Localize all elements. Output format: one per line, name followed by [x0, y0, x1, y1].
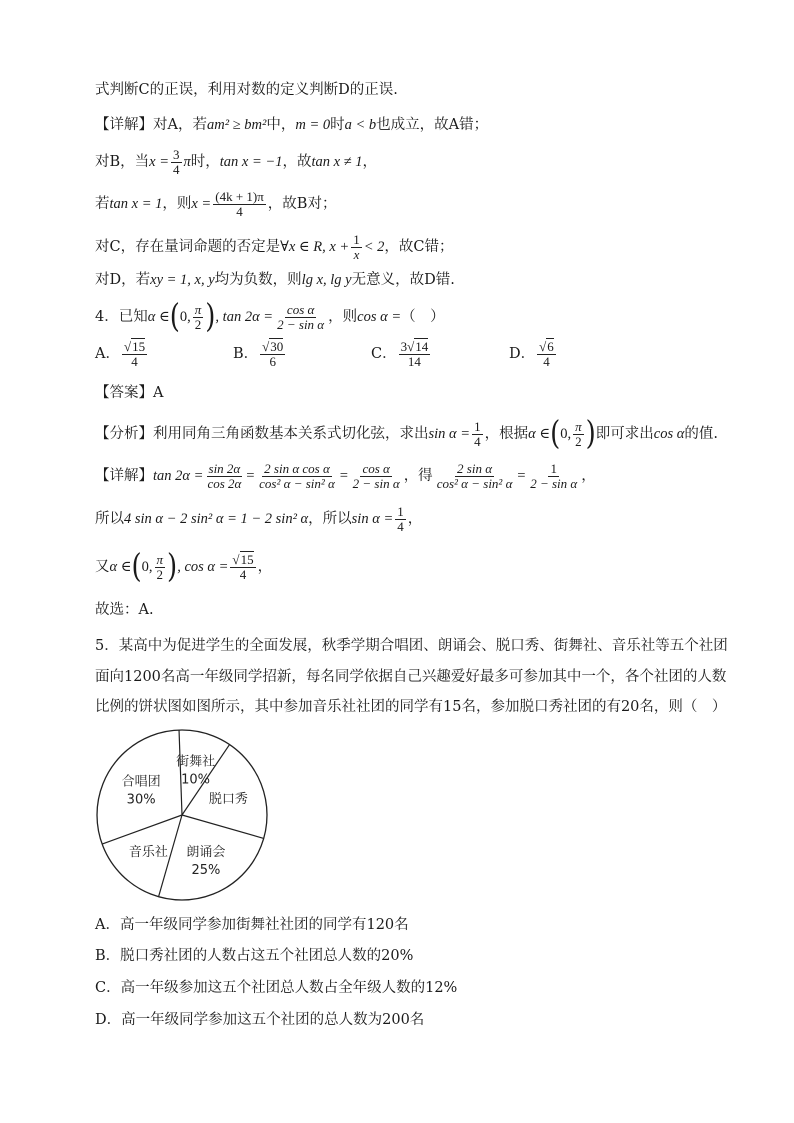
- math-cos: cos α =: [357, 309, 402, 326]
- text-l5b: ，故C错；: [384, 239, 454, 256]
- q5-p3: 比例的饼状图如图所示，其中参加音乐社社团的同学有15名，参加脱口秀社团的有20名，则（ ）: [95, 699, 727, 715]
- frac-den: cos² α − sin² α: [259, 475, 335, 491]
- text-line-2: [95, 115, 488, 135]
- fraction: [205, 462, 243, 490]
- q5-stem-1: [95, 636, 728, 656]
- math-d2: 4 sin α − 2 sin² α = 1 − 2 sin² α: [124, 511, 309, 528]
- frac-den: x: [353, 246, 360, 262]
- q4-stem-c: （ ）: [401, 309, 445, 326]
- pie-slice-label: 音乐社: [128, 845, 168, 861]
- frac-num: (4k + 1)π: [215, 189, 264, 204]
- math-cos: cos α: [653, 426, 685, 443]
- frac-num: 1: [397, 504, 404, 519]
- detail-2a: 所以: [95, 511, 124, 528]
- frac-num: π: [194, 302, 202, 317]
- option-text: A．高一年级同学参加街舞社社团的同学有120名: [95, 917, 409, 933]
- frac-den: 4: [474, 433, 481, 449]
- frac-num: 1: [353, 232, 360, 247]
- text-l4b: ，则: [162, 196, 192, 213]
- frac-num: 2 sin α cos α: [264, 461, 330, 476]
- radicand: 15: [132, 339, 146, 354]
- left-paren: (: [550, 415, 561, 453]
- fraction-cos: [275, 303, 326, 331]
- pie-slice-boundary: [182, 815, 264, 838]
- pie-slice-label: 街舞社: [176, 754, 216, 770]
- math-l3x: x =: [149, 154, 170, 171]
- frac-num: sin 2α: [208, 461, 241, 476]
- pie-slice-label: 脱口秀: [208, 792, 248, 808]
- radicand: 15: [240, 552, 254, 567]
- detail-3b: ，: [257, 559, 273, 576]
- frac-den: 2: [194, 316, 202, 332]
- text-l6b: 均为负数，则: [214, 272, 302, 288]
- sqrt-sign: √: [539, 339, 547, 354]
- frac-den: 2 − sin α: [530, 475, 578, 491]
- detail-end: ，: [581, 468, 596, 485]
- fraction-1-x: [351, 233, 362, 261]
- math-tan: tan 2α =: [153, 468, 204, 485]
- math-sin: sin α =: [428, 426, 471, 443]
- math-l2c: a < b: [344, 117, 377, 133]
- option-fraction: [399, 340, 431, 368]
- q5-stem-2: [95, 667, 726, 687]
- answer-tag: 【答案】: [95, 385, 153, 401]
- text-l3b: 时，: [190, 154, 220, 171]
- q4-detail-3: [95, 548, 273, 586]
- interval-start: 0,: [141, 559, 153, 576]
- right-paren: ): [205, 298, 216, 336]
- math-l6: xy = 1, x, y: [150, 272, 215, 288]
- fraction: [351, 462, 402, 490]
- fraction-4k1: [213, 190, 266, 218]
- frac-den: 4: [173, 161, 180, 177]
- frac-den: 4: [397, 518, 404, 534]
- fraction-1-4: [395, 505, 406, 533]
- math-l3tan: tan x = −1: [219, 154, 283, 171]
- frac-num: π: [575, 419, 582, 434]
- math-l2b: m = 0: [295, 117, 331, 133]
- text-l1: 式判断C的正误，利用对数的定义判断D的正误.: [95, 82, 398, 98]
- text-l4a: 若: [95, 196, 110, 213]
- frac-den: 14: [407, 353, 421, 369]
- q5-option-d: [95, 1010, 424, 1030]
- pie-slice-boundary: [102, 815, 182, 844]
- detail-2c: ，: [407, 511, 423, 528]
- frac-num: 2 sin α: [457, 461, 493, 476]
- text-line-1: [95, 80, 398, 100]
- frac-den: 4: [236, 203, 243, 219]
- frac-den: 2: [156, 566, 164, 582]
- option-label: C．: [371, 346, 397, 363]
- q4-detail-2: [95, 505, 422, 533]
- q4-option-a: [95, 340, 149, 368]
- math-tan2a: , tan 2α =: [215, 309, 274, 326]
- math-l5: ∀x ∈ R, x +: [280, 239, 350, 256]
- frac-den: cos 2α: [207, 475, 242, 491]
- text-line-6: [95, 270, 455, 290]
- fraction-pi-2: [155, 553, 166, 581]
- q5-p2: 面向1200名高一年级同学招新，每名同学依据自己兴趣爱好最多可参加其中一个，各个社团的人数: [95, 669, 727, 685]
- text-l4c: ，故B对；: [267, 196, 337, 213]
- frac-den: 2: [575, 433, 582, 449]
- text-l2a: 对A，若: [153, 117, 207, 133]
- math-alpha-in: α ∈: [528, 426, 551, 443]
- analysis-tag: 【分析】: [95, 426, 153, 443]
- sqrt-sign: √: [262, 339, 270, 354]
- text-l2b: 中，: [266, 117, 296, 133]
- pie-chart: [95, 725, 285, 905]
- fraction: [257, 462, 337, 490]
- frac-den: 4: [239, 566, 247, 582]
- analysis-b: ，根据: [484, 426, 529, 443]
- q5-option-b: [95, 946, 413, 966]
- q5-stem-3: [95, 697, 726, 717]
- math-l2: am² ≥ bm²: [206, 117, 267, 133]
- math-l4x: x =: [191, 196, 212, 213]
- fraction: [528, 462, 579, 490]
- radicand: 30: [270, 339, 284, 354]
- frac-num: 3: [173, 147, 180, 162]
- q4-stem-b: ，则: [328, 309, 358, 326]
- fraction-1-4: [472, 420, 483, 448]
- q4-detail-1: [95, 462, 596, 490]
- frac-den: 4: [131, 353, 138, 369]
- text-l3c: ，故: [282, 154, 312, 171]
- frac-num: π: [156, 552, 164, 567]
- pie-slice-percent: 25%: [191, 863, 221, 879]
- text-line-5: [95, 233, 454, 261]
- text-l3d: ，: [362, 154, 378, 171]
- equals-sign: =: [516, 468, 527, 485]
- frac-den: 6: [269, 353, 276, 369]
- radicand: 6: [547, 339, 554, 354]
- q5-option-a: [95, 915, 409, 935]
- option-fraction: [122, 340, 147, 368]
- fraction-pi-2: [573, 420, 584, 448]
- pie-slice-percent: 10%: [181, 772, 211, 788]
- detail-3a: 又: [95, 559, 110, 576]
- sqrt-sign: √: [407, 339, 415, 354]
- interval-start: 0,: [560, 426, 572, 443]
- text-l6c: 无意义，故D错.: [351, 272, 455, 288]
- detail-tag: 【详解】: [95, 468, 153, 485]
- q5-p1: 5．某高中为促进学生的全面发展，秋季学期合唱团、朗诵会、脱口秀、街舞社、音乐社等五个社团: [95, 638, 728, 654]
- coefficient: 3: [400, 339, 408, 354]
- q4-option-d: [509, 340, 558, 368]
- math-pi: π: [183, 154, 191, 171]
- frac-num: cos α: [362, 461, 390, 476]
- text-line-4: [95, 190, 336, 218]
- fraction-3-4: [171, 148, 182, 176]
- analysis-c: 即可求出: [595, 426, 654, 443]
- frac-den: cos² α − sin² α: [436, 475, 513, 491]
- text-l2d: 也成立，故A错；: [376, 117, 489, 133]
- math-l3tan2: tan x ≠ 1: [311, 154, 363, 171]
- option-text: B．脱口秀社团的人数占这五个社团总人数的20%: [95, 948, 414, 964]
- math-alpha-in: α ∈: [109, 559, 132, 576]
- interval-start: 0,: [179, 309, 191, 326]
- choose-text: 故选：A.: [95, 602, 154, 618]
- q4-choose: [95, 600, 154, 620]
- sqrt-sign: √: [123, 339, 132, 354]
- math-l5b: < 2: [363, 239, 385, 256]
- left-paren: (: [131, 548, 142, 586]
- q4-stem: [95, 298, 445, 336]
- option-text: D．高一年级同学参加这五个社团的总人数为200名: [95, 1012, 425, 1028]
- option-label: B．: [233, 346, 259, 363]
- text-l6a: 对D，若: [95, 272, 151, 288]
- equals-sign: =: [338, 468, 349, 485]
- fraction-sqrt15: [230, 553, 255, 581]
- q4-stem-a: 4．已知: [95, 309, 148, 326]
- frac-den: 4: [543, 353, 550, 369]
- text-line-3: [95, 148, 377, 176]
- option-label: D．: [509, 346, 536, 363]
- detail-mid: ，得: [403, 468, 433, 485]
- text-l3a: 对B，当: [95, 154, 150, 171]
- radicand: 14: [415, 339, 429, 354]
- left-paren: (: [169, 298, 180, 336]
- frac-num: cos α: [286, 302, 315, 317]
- option-text: C．高一年级参加这五个社团总人数占全年级人数的12%: [95, 980, 458, 996]
- q4-option-b: [233, 340, 287, 368]
- analysis-d: 的值.: [684, 426, 718, 443]
- q4-answer: [95, 383, 163, 403]
- option-fraction: [260, 340, 285, 368]
- math-l4tan: tan x = 1: [109, 196, 163, 213]
- pie-slice-percent: 30%: [126, 792, 156, 808]
- text-l5a: 对C，存在量词命题的否定是: [95, 239, 281, 256]
- sqrt-sign: √: [232, 552, 240, 567]
- answer-value: A: [153, 385, 164, 401]
- detail-tag: 【详解】: [95, 117, 153, 133]
- option-label: A．: [95, 346, 120, 363]
- analysis-a: 利用同角三角函数基本关系式切化弦，求出: [153, 426, 429, 443]
- q5-option-c: [95, 978, 457, 998]
- fraction-pi-2: [193, 303, 204, 331]
- math-l6b: lg x, lg y: [301, 272, 352, 288]
- text-l2c: 时: [330, 117, 345, 133]
- frac-den: 2 − sin α: [352, 475, 400, 491]
- frac-den: 2 − sin α: [277, 316, 325, 332]
- math-cos: , cos α =: [177, 559, 229, 576]
- frac-num: 1: [474, 419, 481, 434]
- pie-slice-label: 合唱团: [121, 774, 161, 790]
- detail-2b: ，所以: [308, 511, 352, 528]
- option-fraction: [537, 340, 556, 368]
- equals-sign: =: [245, 468, 256, 485]
- pie-slice-label: 朗诵会: [186, 845, 226, 861]
- right-paren: ): [167, 548, 178, 586]
- q4-analysis: [95, 415, 718, 453]
- math-sin: sin α =: [351, 511, 394, 528]
- right-paren: ): [585, 415, 596, 453]
- fraction: [435, 462, 515, 490]
- frac-num: 1: [550, 461, 557, 476]
- math-alpha-in: α ∈: [147, 309, 170, 326]
- q4-option-c: [371, 340, 432, 368]
